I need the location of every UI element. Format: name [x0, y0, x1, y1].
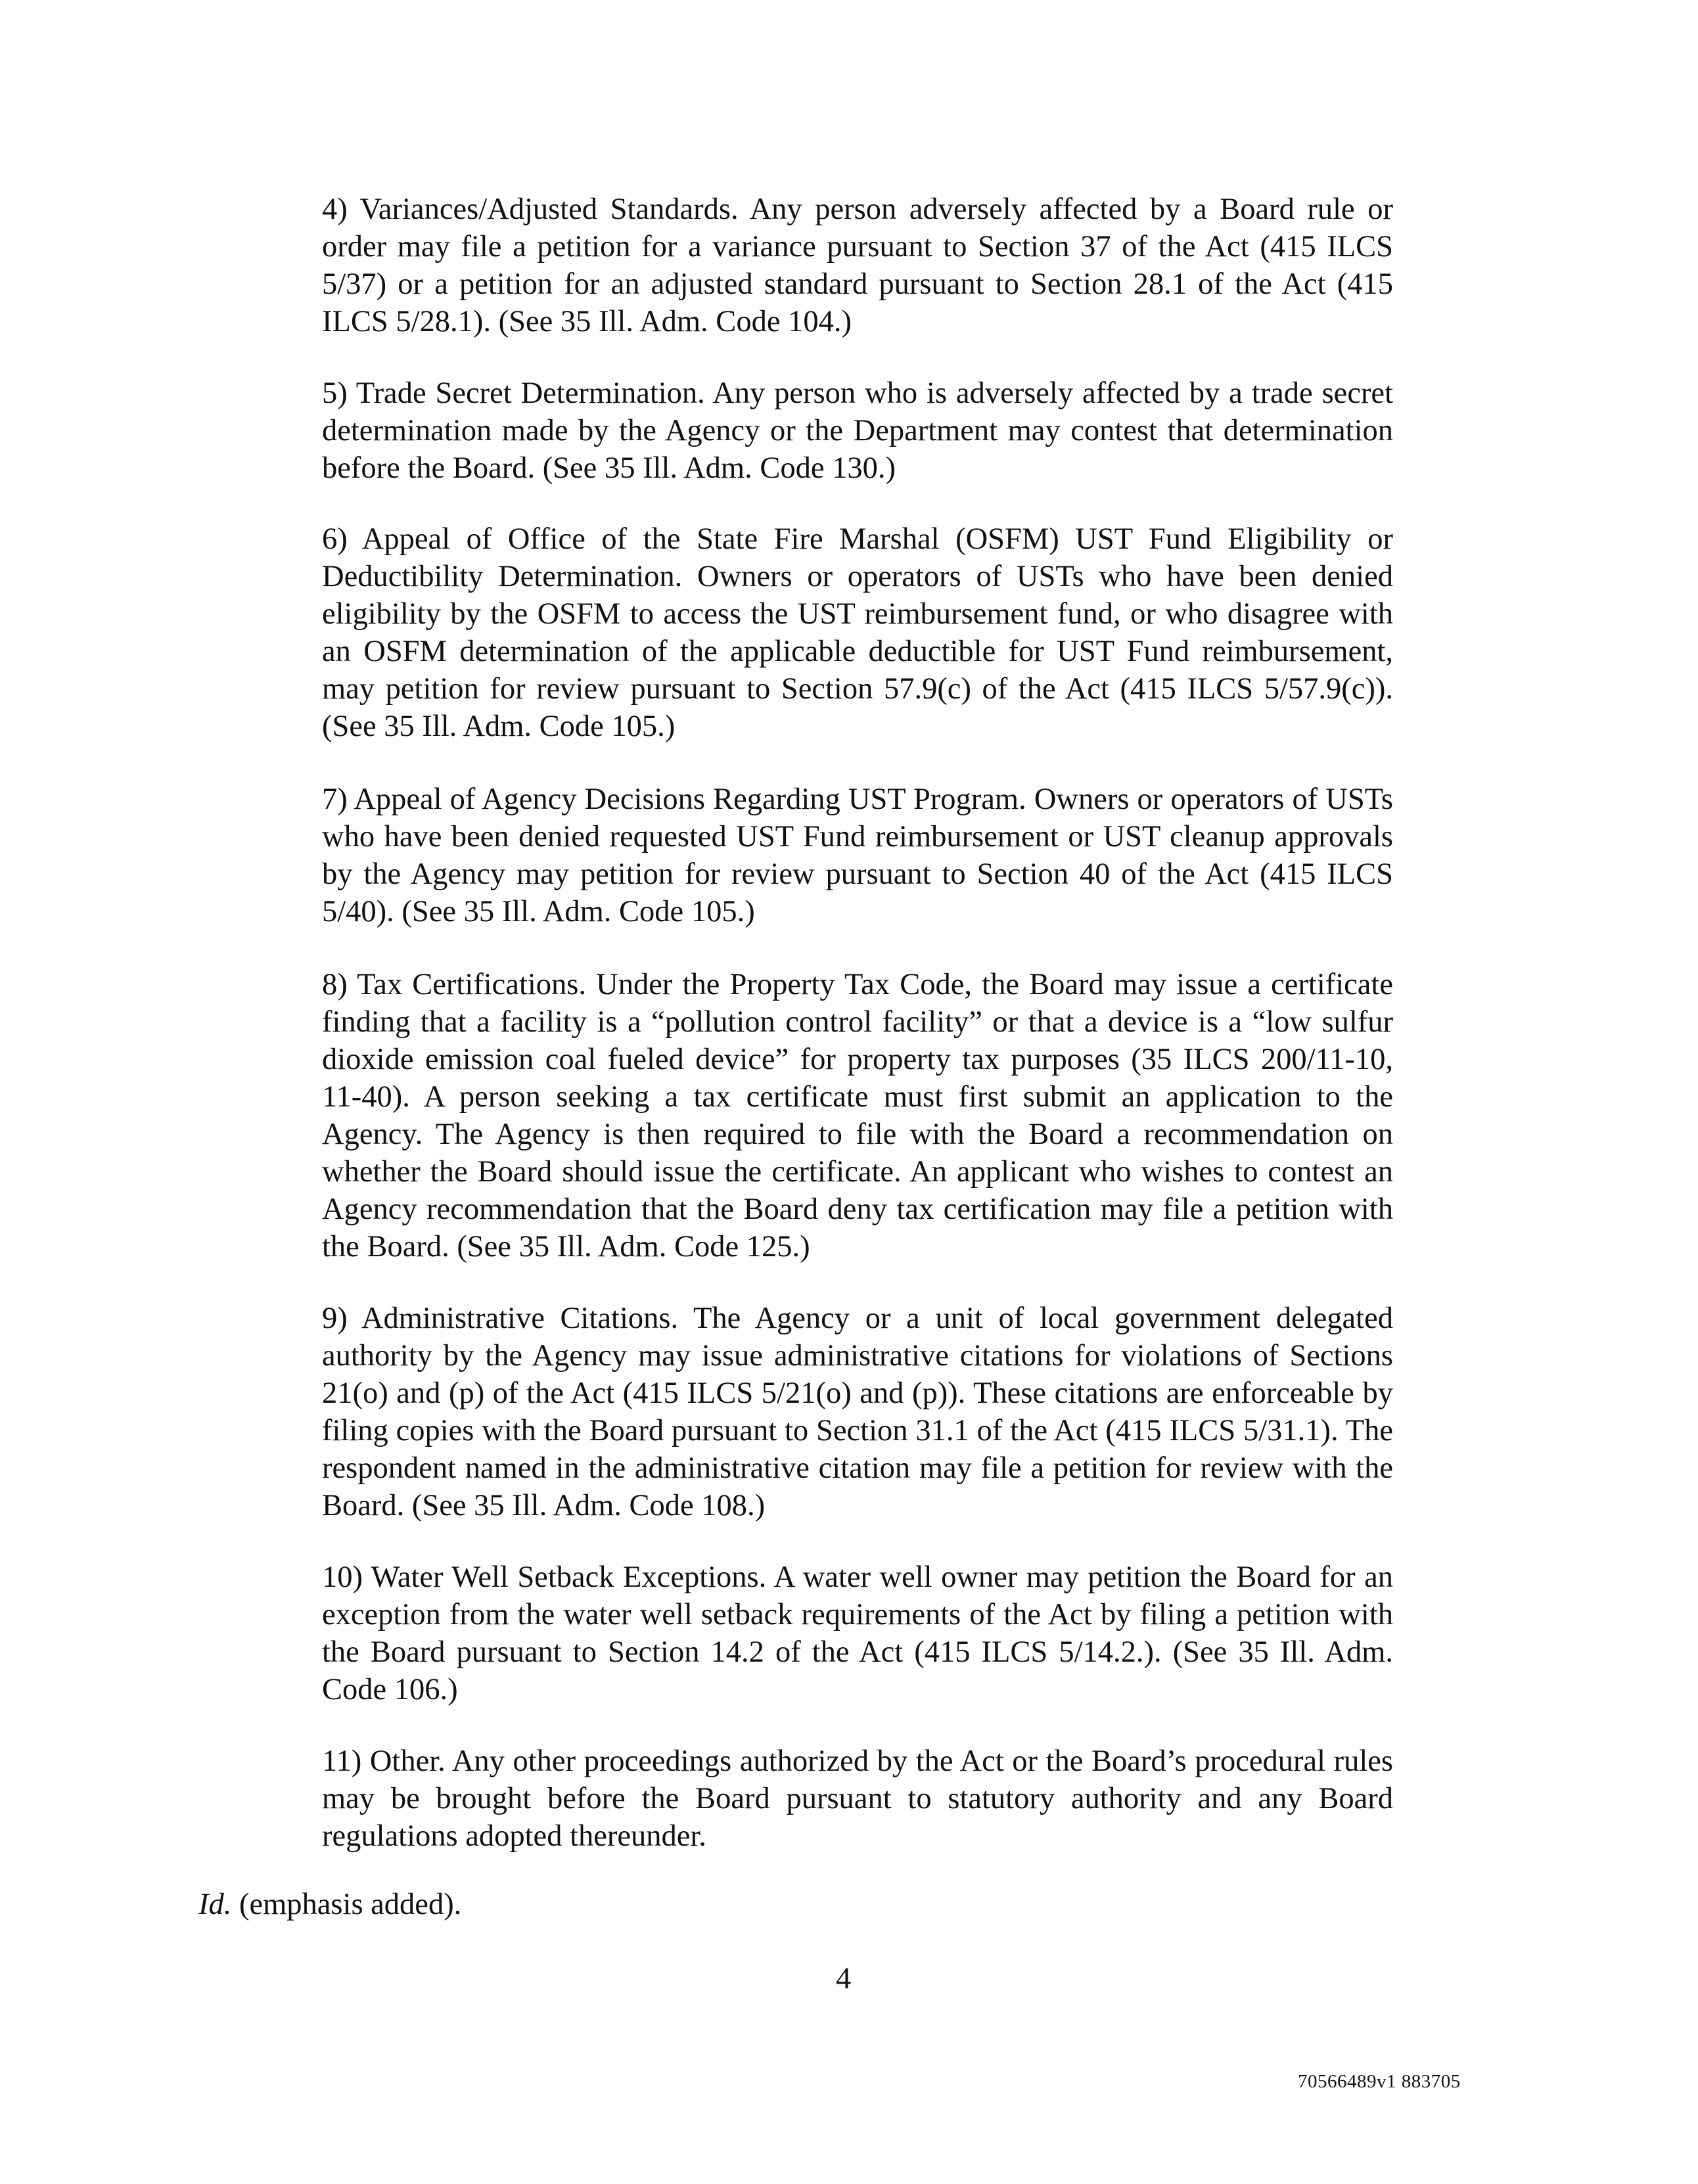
- paragraph-administrative-citations: 9) Administrative Citations. The Agency or a unit of local government delegated authority by the Agency may issue administrative citations for violations of Sections 21(o) and (p) of the Act (415 ILCS 5/21(o) and (p)). These citations are enforceable by filing copies with the Board pursuant to Section 31.1 of the Act (415 ILCS 5/31.1). The respondent named in the administrative citation may file a petition for review with the Board. (See 35 Ill. Adm. Code 108.): [322, 1302, 1393, 1522]
- paragraph-tax-certifications: 8) Tax Certifications. Under the Property Tax Code, the Board may issue a certificate finding that a facility is a “pollution control facility” or that a device is a “low sulfur dioxide emission coal fueled device” for property tax purposes (35 ILCS 200/11-10, 11-40). A person seeking a tax certificate must first submit an application to the Agency. The Agency is then required to file with the Board a recommendation on whether the Board should issue the certificate. An applicant who wishes to contest an Agency recommendation that the Board deny tax certification may file a petition with the Board. (See 35 Ill. Adm. Code 125.): [322, 968, 1393, 1263]
- emphasis-note: (emphasis added).: [231, 1888, 462, 1921]
- paragraph-osfm-appeal: 6) Appeal of Office of the State Fire Marshal (OSFM) UST Fund Eligibility or Deductibility Determination. Owners or operators of USTs who have been denied eligibility by the OSFM to access the UST reimbursement fund, or who disagree with an OSFM determination of the applicable deductible for UST Fund reimbursement, may petition for review pursuant to Section 57.9(c) of the Act (415 ILCS 5/57.9(c)). (See 35 Ill. Adm. Code 105.): [322, 522, 1393, 743]
- paragraph-water-well-setback: 10) Water Well Setback Exceptions. A water well owner may petition the Board for an exception from the water well setback requirements of the Act by filing a petition with the Board pursuant to Section 14.2 of the Act (415 ILCS 5/14.2.). (See 35 Ill. Adm. Code 106.): [322, 1560, 1393, 1706]
- id-citation: Id.: [198, 1888, 232, 1921]
- paragraph-other: 11) Other. Any other proceedings authorized by the Act or the Board’s procedural rules may be brought before the Board pursuant to statutory authority and any Board regulations adopted thereunder.: [322, 1744, 1393, 1853]
- paragraph-trade-secret: 5) Trade Secret Determination. Any person who is adversely affected by a trade secret determination made by the Agency or the Department may contest that determination before the Board. (See 35 Ill. Adm. Code 130.): [322, 376, 1393, 485]
- closing-citation: [198, 1886, 461, 1923]
- paragraph-ust-program-appeal: 7) Appeal of Agency Decisions Regarding UST Program. Owners or operators of USTs who have been denied requested UST Fund reimbursement or UST cleanup approvals by the Agency may petition for review pursuant to Section 40 of the Act (415 ILCS 5/40). (See 35 Ill. Adm. Code 105.): [322, 783, 1393, 928]
- page-number: 4: [836, 1962, 852, 1995]
- paragraph-variances: 4) Variances/Adjusted Standards. Any person adversely affected by a Board rule or order may file a petition for a variance pursuant to Section 37 of the Act (415 ILCS 5/37) or a petition for an adjusted standard pursuant to Section 28.1 of the Act (415 ILCS 5/28.1). (See 35 Ill. Adm. Code 104.): [322, 193, 1393, 338]
- document-id: 70566489v1 883705: [1298, 2071, 1461, 2092]
